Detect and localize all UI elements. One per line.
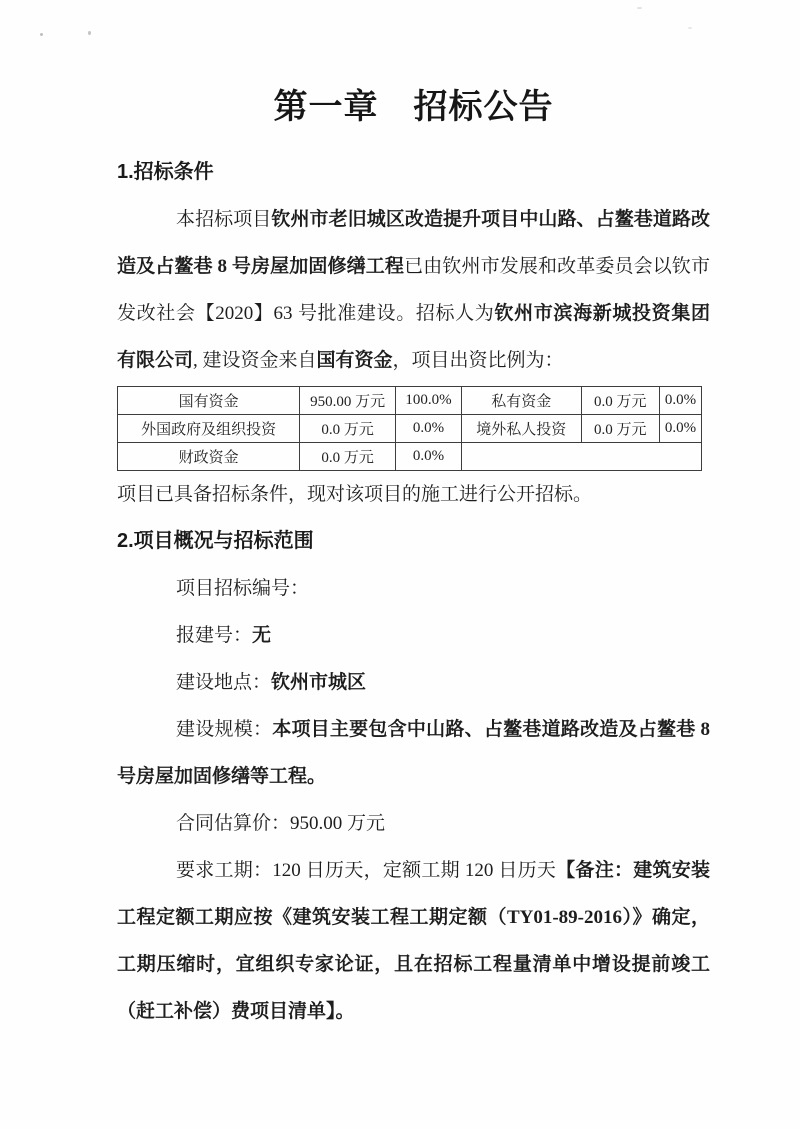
text-run: 本项目主要包含中山路、占鳌巷道路改造及占鳌巷 8 号房屋加固修缮等工程。: [117, 719, 710, 787]
text-run: ，项目出资比例为：: [392, 350, 564, 371]
table-cell: 0.0%: [659, 415, 701, 443]
text-run: 要求工期：120 日历天，定额工期 120 日历天: [176, 860, 557, 881]
table-cell: 国有资金: [118, 387, 300, 415]
text-run: 钦州市城区: [271, 672, 367, 693]
table-cell: 0.0 万元: [581, 387, 659, 415]
text-run: 报建号：: [176, 625, 253, 646]
table-cell: 0.0%: [395, 443, 461, 471]
text-run: 国有资金: [316, 350, 393, 371]
table-cell: 0.0%: [659, 387, 701, 415]
section2-items: [117, 565, 710, 1035]
scan-artifact: [88, 31, 91, 35]
section1-intro-paragraph: [117, 196, 710, 384]
text-run: 已由钦州市发展和改革委员会以钦市发改社会【2020】63 号批准建设。招标人为: [117, 256, 710, 324]
text-run: , 建设资金来自: [193, 350, 317, 371]
detail-line: [117, 659, 710, 706]
detail-line: [117, 847, 710, 1035]
detail-line: [117, 565, 710, 612]
table-cell: 0.0 万元: [581, 415, 659, 443]
table-cell: 私有资金: [461, 387, 581, 415]
section1-closing-paragraph: 项目已具备招标条件，现对该项目的施工进行公开招标。: [117, 484, 593, 505]
funding-table-body: [118, 387, 702, 471]
table-cell: 950.00 万元: [300, 387, 396, 415]
text-run: 【备注：建筑安装工程定额工期应按《建筑安装工程工期定额（TY01-89-2016）》确定，工期压缩时，宜组织专家论证，且在招标工程量清单中增设提前竣工（赶工补偿）费项目清单】。: [117, 860, 710, 1022]
scan-artifact: [40, 33, 43, 36]
table-cell: 0.0 万元: [300, 443, 396, 471]
table-cell: 0.0%: [395, 415, 461, 443]
table-cell: 外国政府及组织投资: [118, 415, 300, 443]
document-content: [117, 0, 710, 1035]
detail-line: [117, 800, 710, 847]
table-cell: 100.0%: [395, 387, 461, 415]
text-run: 本招标项目: [176, 209, 272, 230]
table-row: [118, 387, 702, 415]
text-run: 无: [252, 625, 272, 646]
funding-ratio-table: [117, 386, 702, 471]
text-run: 建设规模：: [176, 719, 273, 740]
table-cell: 0.0 万元: [300, 415, 396, 443]
detail-line: [117, 612, 710, 659]
text-run: 建设地点：: [176, 672, 272, 693]
text-run: 钦州市滨海新城投资集团有限公司: [117, 303, 710, 371]
chapter-title: 第一章 招标公告: [273, 88, 554, 126]
text-run: 钦州市老旧城区改造提升项目中山路、占鳌巷道路改造及占鳌巷 8 号房屋加固修缮工程: [117, 209, 710, 277]
table-cell: 境外私人投资: [461, 415, 581, 443]
section1-heading: 1.招标条件: [117, 161, 214, 183]
text-run: 项目招标编号：: [176, 578, 310, 599]
detail-line: [117, 706, 710, 800]
section2-heading: 2.项目概况与招标范围: [117, 530, 314, 552]
table-cell: 财政资金: [118, 443, 300, 471]
table-cell: [461, 443, 701, 471]
table-row: [118, 443, 702, 471]
table-row: [118, 415, 702, 443]
text-run: 合同估算价：950.00 万元: [176, 813, 386, 834]
